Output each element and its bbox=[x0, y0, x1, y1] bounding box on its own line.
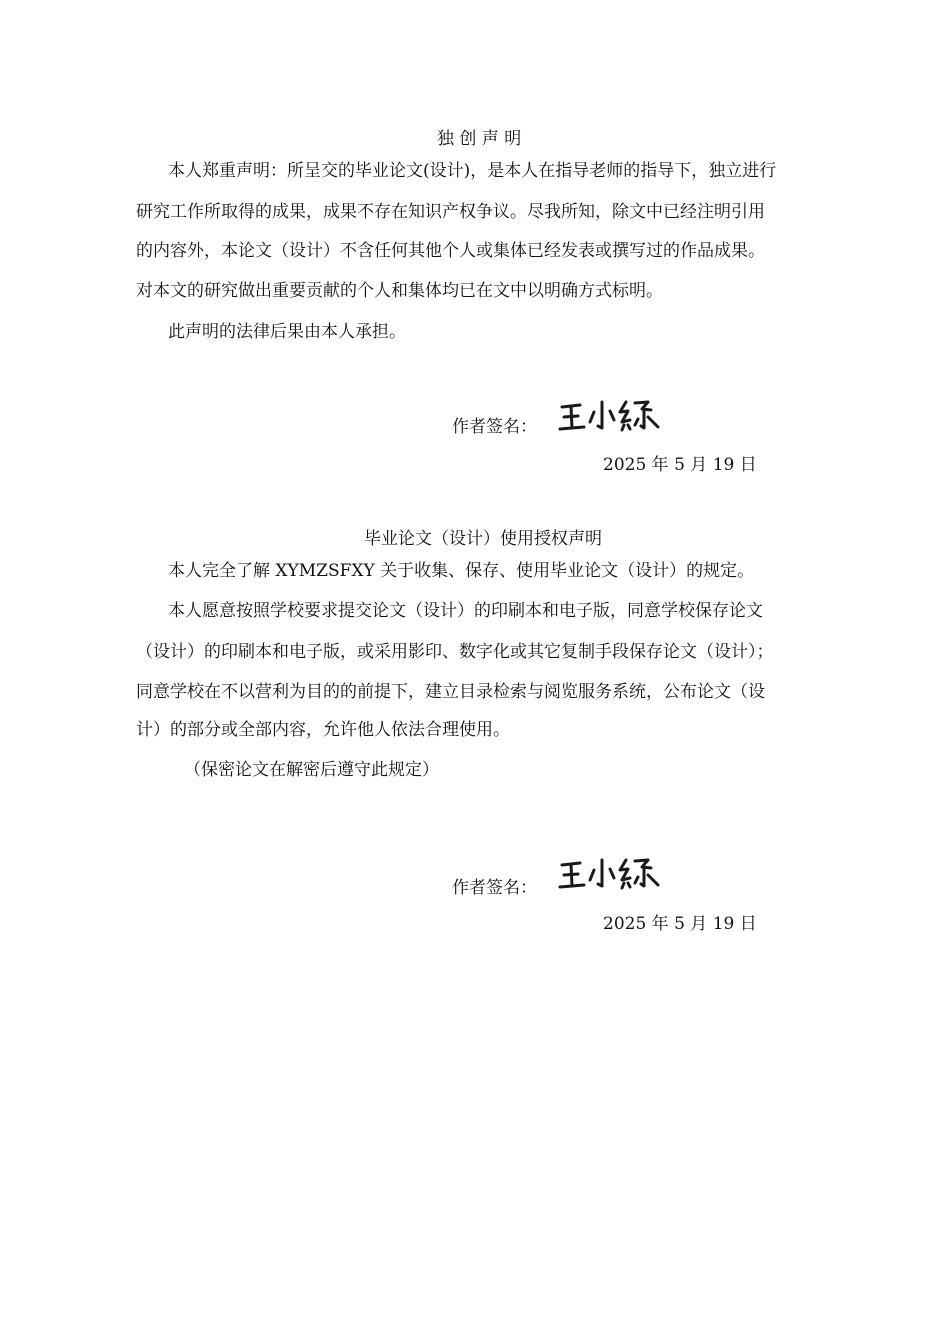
authorization-confidential-note: （保密论文在解密后遵守此规定） bbox=[184, 760, 439, 780]
authorization-line-2: 本人愿意按照学校要求提交论文（设计）的印刷本和电子版，同意学校保存论文 bbox=[168, 601, 763, 621]
originality-line-5: 此声明的法律后果由本人承担。 bbox=[168, 322, 406, 342]
originality-signature-label: 作者签名： bbox=[452, 417, 537, 437]
originality-line-2: 研究工作所取得的成果，成果不存在知识产权争议。尽我所知，除文中已经注明引用 bbox=[136, 202, 765, 222]
authorization-title: 毕业论文（设计）使用授权声明 bbox=[364, 529, 602, 549]
originality-line-3: 的内容外，本论文（设计）不含任何其他个人或集体已经发表或撰写过的作品成果。 bbox=[136, 241, 765, 261]
authorization-date: 2025 年 5 月 19 日 bbox=[603, 914, 757, 934]
originality-line-1: 本人郑重声明：所呈交的毕业论文(设计)，是本人在指导老师的指导下，独立进行 bbox=[168, 161, 777, 181]
originality-line-4: 对本文的研究做出重要贡献的个人和集体均已在文中以明确方式标明。 bbox=[136, 281, 663, 301]
authorization-line-1: 本人完全了解 XYMZSFXY 关于收集、保存、使用毕业论文（设计）的规定。 bbox=[168, 561, 755, 581]
authorization-signature-label: 作者签名： bbox=[452, 878, 537, 898]
authorization-signature bbox=[556, 854, 662, 894]
originality-date: 2025 年 5 月 19 日 bbox=[603, 455, 757, 475]
authorization-line-4: 同意学校在不以营利为目的的前提下，建立目录检索与阅览服务系统，公布论文（设 bbox=[136, 682, 765, 702]
originality-signature bbox=[556, 396, 662, 436]
authorization-line-5: 计）的部分或全部内容，允许他人依法合理使用。 bbox=[136, 720, 510, 740]
authorization-line-3: （设计）的印刷本和电子版，或采用影印、数字化或其它复制手段保存论文（设计）； bbox=[136, 642, 774, 662]
originality-title: 独 创 声 明 bbox=[437, 129, 522, 149]
